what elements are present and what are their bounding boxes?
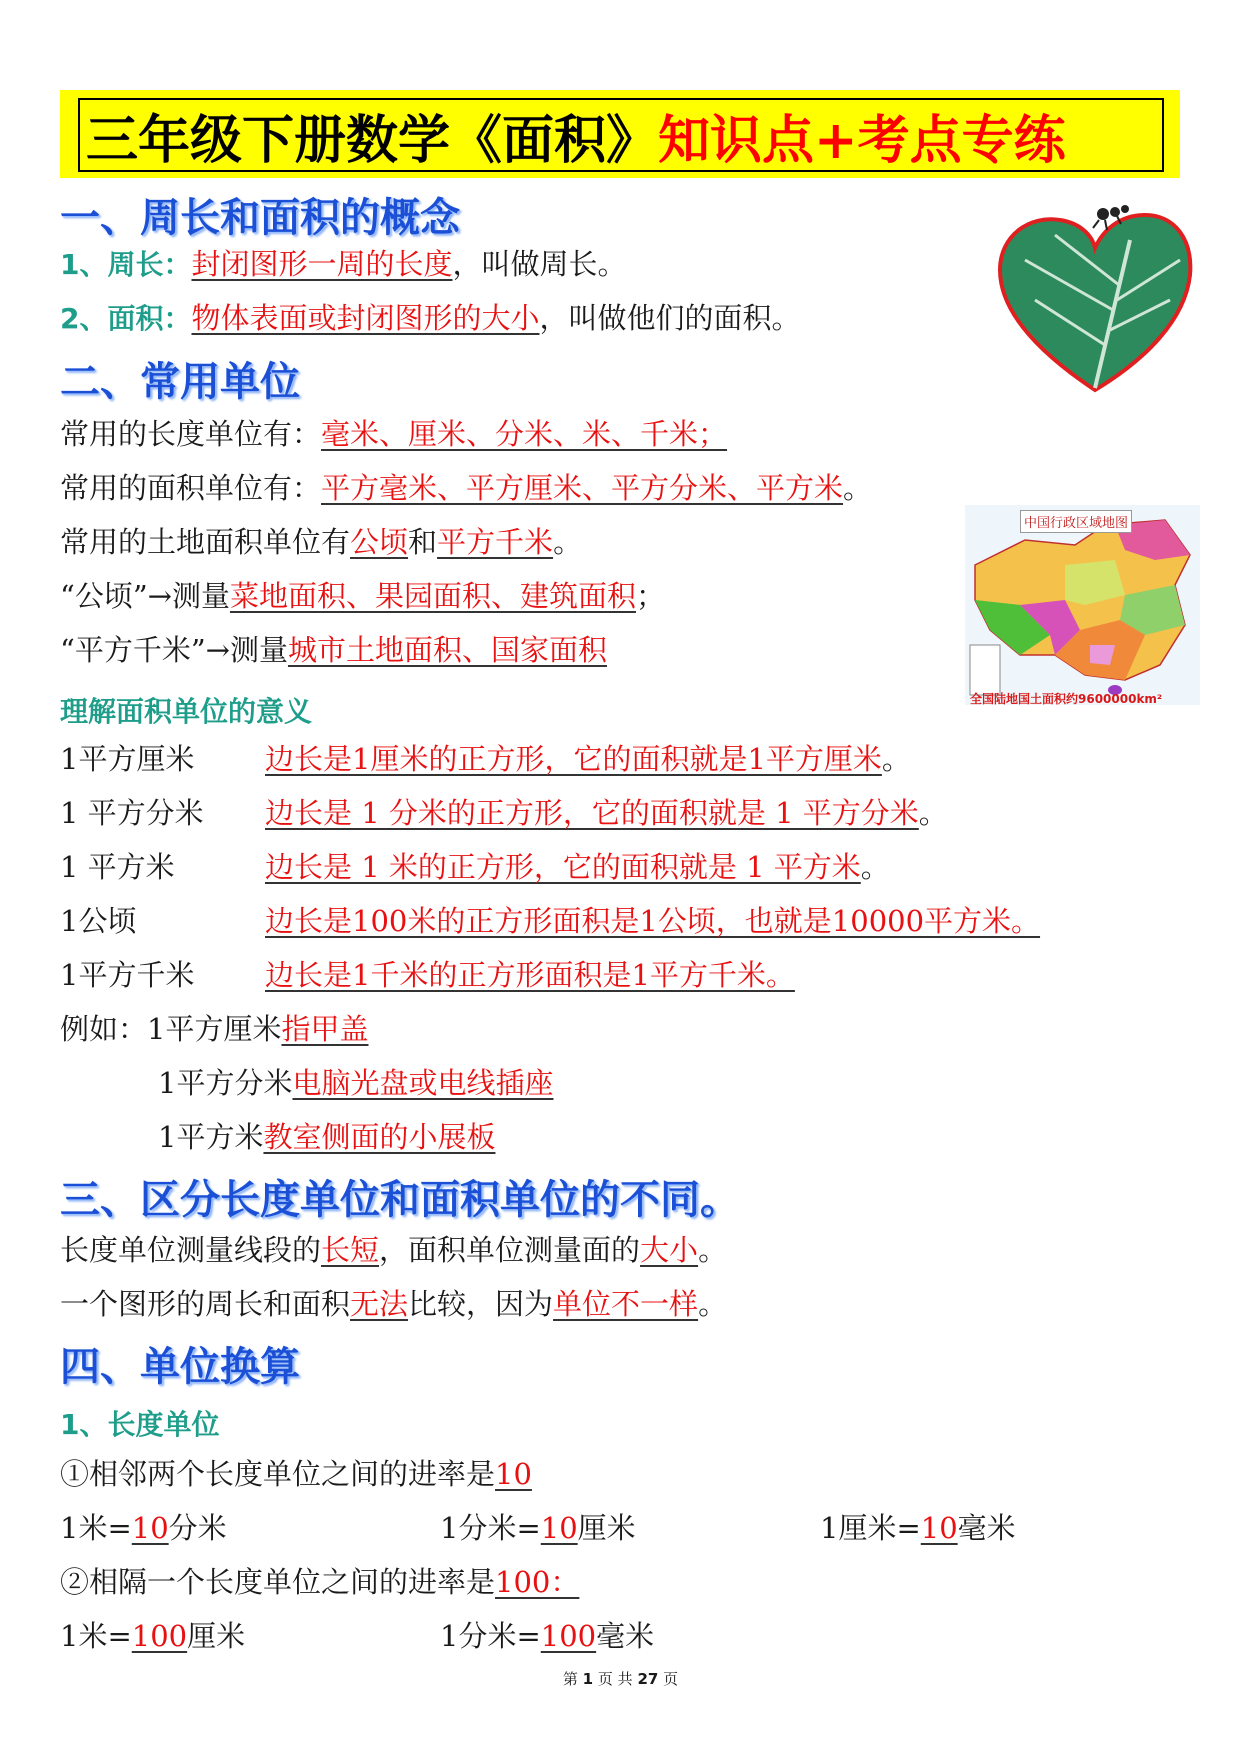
difference-line-2: 一个图形的周长和面积无法比较，因为单位不一样。 — [60, 1287, 728, 1321]
title-black: 三年级下册数学《面积》 — [86, 109, 659, 171]
length-units-line: 常用的长度单位有：毫米、厘米、分米、米、千米； — [60, 417, 728, 451]
page-footer: 第 1 页 共 27 页 — [562, 1670, 679, 1688]
def-perimeter: 1、周长：封闭图形一周的长度，叫做周长。 — [60, 247, 627, 281]
meaning-text: 边长是1厘米的正方形，它的面积就是1平方厘米。 — [265, 742, 911, 776]
def-area: 2、面积：物体表面或封闭图形的大小，叫做他们的面积。 — [60, 301, 801, 335]
meaning-unit: 1 平方米 — [60, 850, 175, 884]
meaning-text: 边长是 1 分米的正方形，它的面积就是 1 平方分米。 — [265, 796, 948, 830]
meaning-text: 边长是100米的正方形面积是1公顷，也就是10000平方米。 — [265, 904, 1041, 938]
meaning-text: 边长是 1 米的正方形，它的面积就是 1 平方米。 — [265, 850, 890, 884]
meaning-text: 边长是1千米的正方形面积是1平方千米。 — [265, 958, 795, 992]
section4-heading: 四、单位换算 — [60, 1344, 300, 1390]
title-red: 知识点+考点专练 — [658, 109, 1066, 171]
china-map-illustration — [965, 505, 1200, 705]
length-unit-subheading: 1、长度单位 — [60, 1408, 220, 1441]
hectare-use-line: “公顷”→测量菜地面积、果园面积、建筑面积； — [60, 579, 665, 613]
section1-heading: 一、周长和面积的概念 — [60, 195, 460, 241]
conversion: 1米=10分米 — [60, 1511, 227, 1545]
area-units-line: 常用的面积单位有：平方毫米、平方厘米、平方分米、平方米。 — [60, 471, 873, 505]
meaning-heading: 理解面积单位的意义 — [60, 695, 313, 728]
example-line: 1平方分米电脑光盘或电线插座 — [158, 1066, 554, 1100]
meaning-unit: 1 平方分米 — [60, 796, 204, 830]
leaf-ant-illustration — [995, 200, 1195, 400]
conversion: 1分米=10厘米 — [440, 1511, 636, 1545]
conversion: 1厘米=10毫米 — [820, 1511, 1016, 1545]
example-line: 1平方米教室侧面的小展板 — [158, 1120, 496, 1154]
difference-line-1: 长度单位测量线段的长短，面积单位测量面的大小。 — [60, 1233, 728, 1267]
meaning-unit: 1平方千米 — [60, 958, 195, 992]
map-title: 中国行政区域地图 — [1020, 510, 1132, 533]
section2-heading: 二、常用单位 — [60, 359, 300, 405]
meaning-unit: 1公顷 — [60, 904, 137, 938]
map-caption: 全国陆地国土面积约9600000km² — [970, 692, 1163, 706]
page-title — [78, 98, 1164, 172]
conversion: 1分米=100毫米 — [440, 1619, 655, 1653]
conversion: 1米=100厘米 — [60, 1619, 246, 1653]
meaning-unit: 1平方厘米 — [60, 742, 195, 776]
sqkm-use-line: “平方千米”→测量城市土地面积、国家面积 — [60, 633, 607, 667]
land-units-line: 常用的土地面积单位有公顷和平方千米。 — [60, 525, 583, 559]
rate-line-2: ②相隔一个长度单位之间的进率是100： — [60, 1565, 580, 1599]
rate-line-1: ①相邻两个长度单位之间的进率是10 — [60, 1457, 532, 1491]
example-line: 例如：1平方厘米指甲盖 — [60, 1012, 369, 1046]
section3-heading: 三、区分长度单位和面积单位的不同。 — [60, 1177, 740, 1223]
